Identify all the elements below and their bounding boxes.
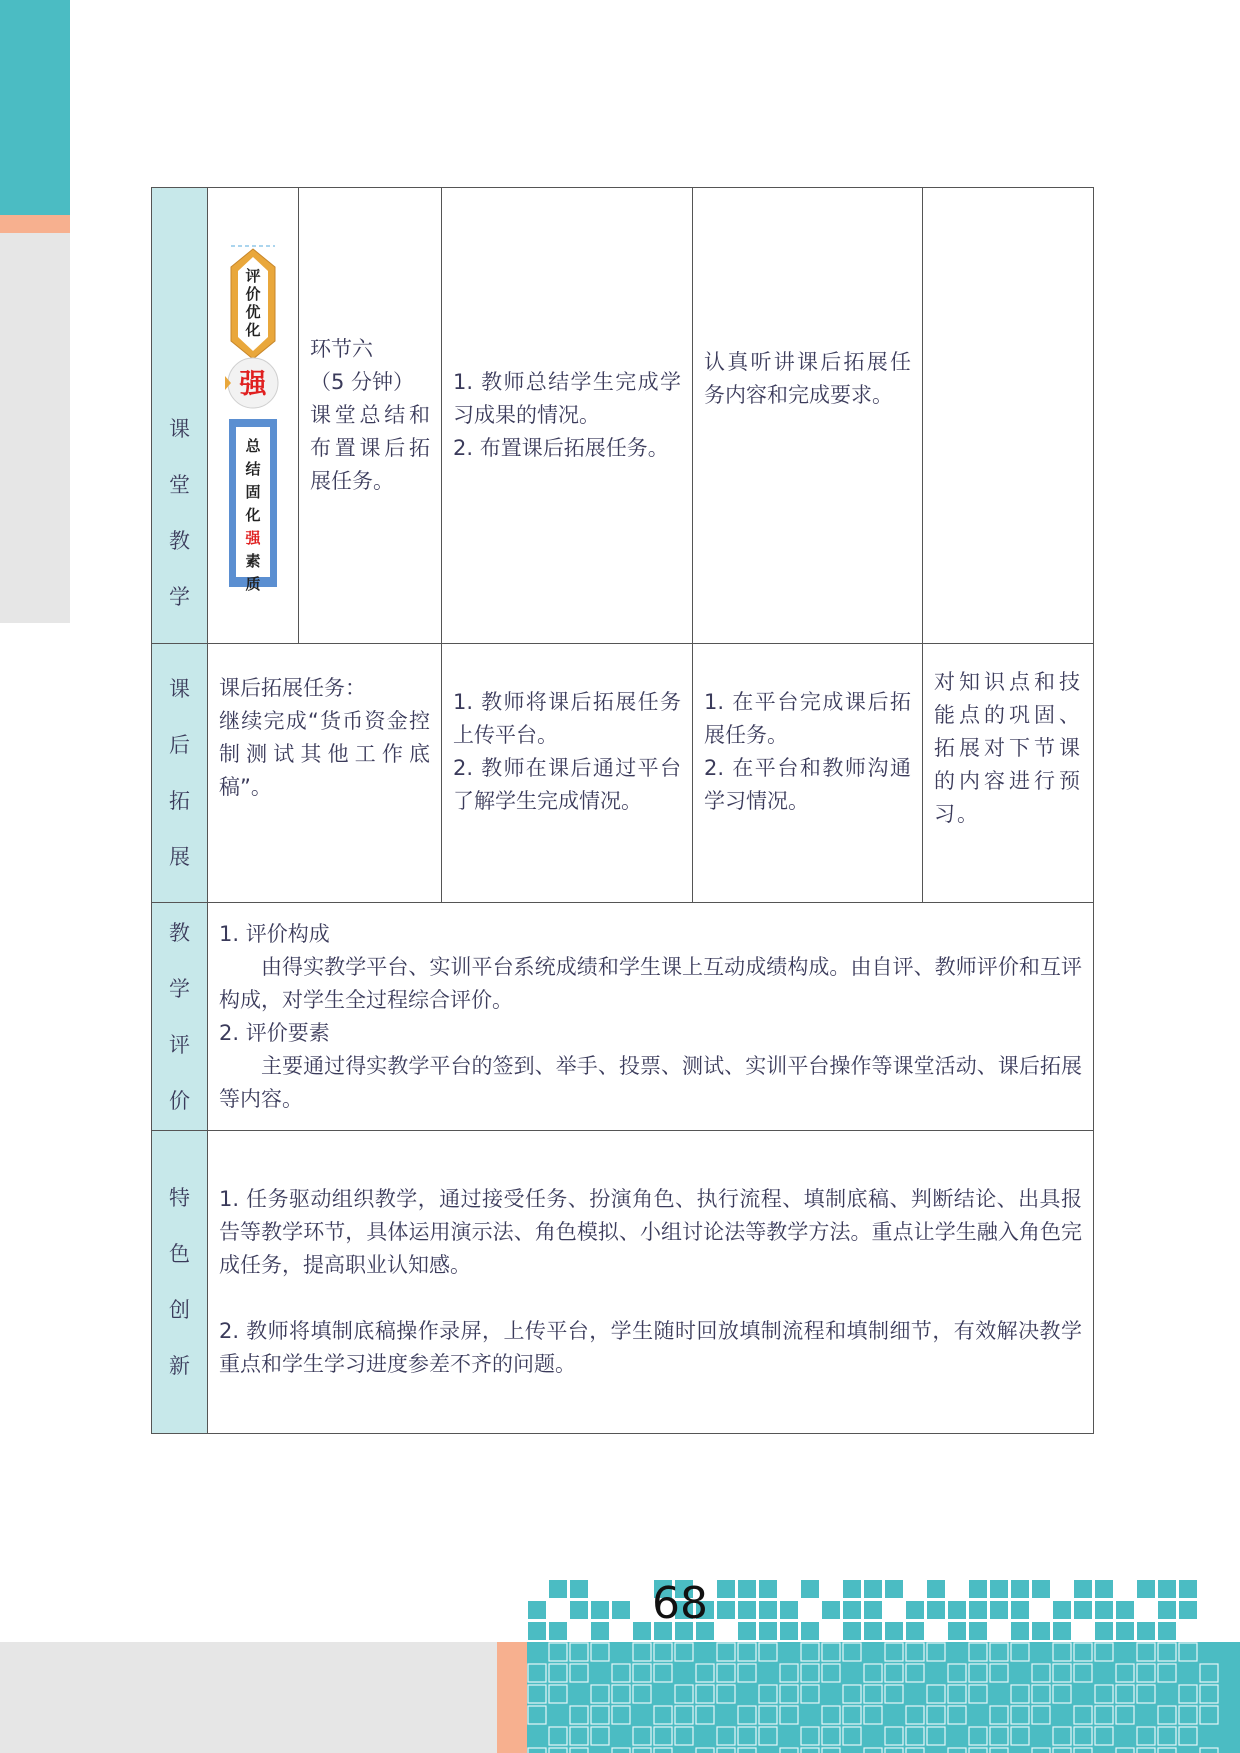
badge-bottom-text: 总结固化强素质 bbox=[245, 436, 261, 591]
pixel-outline bbox=[738, 1748, 756, 1753]
pixel-outline bbox=[633, 1727, 651, 1745]
pixel-outline bbox=[990, 1643, 1008, 1661]
pixel-square bbox=[864, 1622, 882, 1640]
pixel-outline bbox=[1179, 1706, 1197, 1724]
pixel-outline bbox=[717, 1727, 735, 1745]
pixel-outline bbox=[864, 1748, 882, 1753]
row-classroom bbox=[152, 188, 1094, 644]
pixel-outline bbox=[759, 1727, 777, 1745]
pixel-outline bbox=[1137, 1748, 1155, 1753]
label-char: 堂 bbox=[169, 473, 190, 497]
badge-cell bbox=[208, 188, 299, 644]
label-char: 后 bbox=[169, 733, 190, 757]
label-char: 学 bbox=[169, 585, 190, 609]
label-char: 价 bbox=[169, 1088, 190, 1113]
pixel-outline bbox=[696, 1685, 714, 1703]
pixel-outline bbox=[654, 1664, 672, 1682]
pixel-outline bbox=[612, 1685, 630, 1703]
pixel-outline bbox=[759, 1685, 777, 1703]
pixel-square bbox=[759, 1622, 777, 1640]
pixel-outline bbox=[549, 1643, 567, 1661]
badge-circle-text: 强 bbox=[239, 368, 267, 400]
pixel-outline bbox=[612, 1706, 630, 1724]
pixel-outline bbox=[1116, 1685, 1134, 1703]
pixel-outline bbox=[696, 1664, 714, 1682]
label-evaluation bbox=[152, 903, 208, 1131]
pixel-outline bbox=[1179, 1685, 1197, 1703]
pixel-square bbox=[885, 1622, 903, 1640]
pixel-outline bbox=[1011, 1643, 1029, 1661]
pixel-outline bbox=[654, 1748, 672, 1753]
pixel-outline bbox=[612, 1748, 630, 1753]
label-classroom bbox=[152, 188, 208, 644]
pixel-square bbox=[1179, 1601, 1197, 1619]
pixel-outline bbox=[780, 1685, 798, 1703]
pixel-outline bbox=[1158, 1748, 1176, 1753]
pixel-outline bbox=[1137, 1664, 1155, 1682]
pixel-outline bbox=[822, 1748, 840, 1753]
pixel-outline bbox=[1158, 1643, 1176, 1661]
label-char: 课 bbox=[169, 417, 190, 441]
row-evaluation bbox=[152, 903, 1094, 1131]
pixel-outline bbox=[549, 1727, 567, 1745]
pixel-square bbox=[591, 1622, 609, 1640]
teacher-item: 1. 教师总结学生完成学习成果的情况。 bbox=[453, 370, 681, 427]
pixel-outline bbox=[675, 1706, 693, 1724]
pixel-outline bbox=[885, 1643, 903, 1661]
pixel-square bbox=[948, 1601, 966, 1619]
pixel-outline bbox=[927, 1706, 945, 1724]
label-char: 课 bbox=[169, 677, 190, 701]
pixel-outline bbox=[927, 1727, 945, 1745]
pixel-square bbox=[969, 1580, 987, 1598]
pixel-outline bbox=[549, 1685, 567, 1703]
label-chars bbox=[152, 905, 207, 1129]
label-char: 评 bbox=[169, 1032, 190, 1057]
pixel-outline bbox=[759, 1706, 777, 1724]
pixel-outline bbox=[885, 1748, 903, 1753]
pixel-outline bbox=[1116, 1706, 1134, 1724]
pixel-outline bbox=[1158, 1664, 1176, 1682]
pixel-outline bbox=[990, 1748, 1008, 1753]
pixel-outline bbox=[822, 1664, 840, 1682]
pixel-square bbox=[801, 1622, 819, 1640]
pixel-outline bbox=[654, 1727, 672, 1745]
pixel-square bbox=[1053, 1622, 1071, 1640]
cell-innovation bbox=[208, 1131, 1094, 1434]
pixel-outline bbox=[738, 1706, 756, 1724]
pixel-outline bbox=[738, 1664, 756, 1682]
pixel-outline bbox=[570, 1706, 588, 1724]
pixel-outline bbox=[969, 1643, 987, 1661]
cell-after-class-design bbox=[923, 644, 1094, 903]
pixel-square bbox=[1116, 1622, 1134, 1640]
pixel-outline bbox=[906, 1643, 924, 1661]
pixel-outline bbox=[1032, 1748, 1050, 1753]
page-number: 68 bbox=[652, 1578, 708, 1629]
teacher-item: 1. 教师将课后拓展任务上传平台。 bbox=[453, 690, 681, 747]
pixel-outline bbox=[717, 1643, 735, 1661]
side-gray-bar bbox=[0, 233, 70, 623]
pixel-outline bbox=[1137, 1685, 1155, 1703]
pixel-outline bbox=[1032, 1685, 1050, 1703]
pixel-square bbox=[990, 1580, 1008, 1598]
cell-evaluation bbox=[208, 903, 1094, 1131]
pixel-square bbox=[591, 1601, 609, 1619]
pixel-outline bbox=[570, 1748, 588, 1753]
pixel-outline bbox=[1200, 1706, 1218, 1724]
label-char: 学 bbox=[169, 976, 190, 1001]
student-item: 认真听讲课后拓展任务内容和完成要求。 bbox=[704, 349, 911, 407]
pixel-square bbox=[1011, 1580, 1029, 1598]
pixel-outline bbox=[1158, 1727, 1176, 1745]
pixel-outline bbox=[633, 1664, 651, 1682]
pixel-square bbox=[1158, 1622, 1176, 1640]
pixel-square bbox=[801, 1580, 819, 1598]
pixel-square bbox=[843, 1580, 861, 1598]
pixel-outline bbox=[1095, 1727, 1113, 1745]
pixel-outline bbox=[1074, 1643, 1092, 1661]
cell-design-intent bbox=[923, 188, 1094, 644]
pixel-outline bbox=[591, 1706, 609, 1724]
pixel-outline bbox=[843, 1643, 861, 1661]
pixel-square bbox=[780, 1601, 798, 1619]
pixel-square bbox=[738, 1601, 756, 1619]
pixel-outline bbox=[843, 1727, 861, 1745]
pixel-square bbox=[969, 1622, 987, 1640]
pixel-outline bbox=[990, 1706, 1008, 1724]
pixel-outline bbox=[1074, 1664, 1092, 1682]
pixel-outline bbox=[654, 1643, 672, 1661]
pixel-pattern-decoration bbox=[527, 1580, 1240, 1753]
cell-after-class-student bbox=[693, 644, 923, 903]
label-char: 拓 bbox=[169, 789, 190, 813]
pixel-outline bbox=[822, 1727, 840, 1745]
pixel-square bbox=[738, 1622, 756, 1640]
pixel-outline bbox=[1011, 1727, 1029, 1745]
pixel-outline bbox=[780, 1664, 798, 1682]
pixel-outline bbox=[948, 1685, 966, 1703]
pixel-outline bbox=[1053, 1748, 1071, 1753]
pixel-outline bbox=[738, 1643, 756, 1661]
pixel-square bbox=[528, 1601, 546, 1619]
pixel-outline bbox=[990, 1664, 1008, 1682]
evaluation-paragraph: 由得实教学平台、实训平台系统成绩和学生课上互动成绩构成。由自评、教师评价和互评构成，对学生全过程综合评价。 bbox=[219, 954, 1082, 1012]
pixel-outline bbox=[885, 1685, 903, 1703]
pixel-square bbox=[864, 1580, 882, 1598]
label-char: 教 bbox=[169, 920, 190, 945]
pixel-outline bbox=[633, 1643, 651, 1661]
pixel-outline bbox=[843, 1706, 861, 1724]
pixel-square bbox=[1074, 1601, 1092, 1619]
pixel-square bbox=[1116, 1601, 1134, 1619]
pixel-square bbox=[1095, 1580, 1113, 1598]
pixel-square bbox=[612, 1601, 630, 1619]
pixel-outline bbox=[1116, 1748, 1134, 1753]
step-duration: （5 分钟） bbox=[310, 370, 415, 394]
pixel-outline bbox=[1095, 1643, 1113, 1661]
pixel-outline bbox=[1053, 1685, 1071, 1703]
pixel-outline bbox=[864, 1706, 882, 1724]
pixel-square bbox=[1137, 1622, 1155, 1640]
pixel-outline bbox=[969, 1727, 987, 1745]
after-class-heading: 课后拓展任务： bbox=[219, 676, 366, 700]
pixel-square bbox=[549, 1580, 567, 1598]
cell-step bbox=[299, 188, 442, 644]
side-teal-bar bbox=[0, 0, 70, 215]
pixel-square bbox=[1095, 1622, 1113, 1640]
pixel-square bbox=[1011, 1622, 1029, 1640]
pixel-outline bbox=[1179, 1643, 1197, 1661]
pixel-outline bbox=[1011, 1685, 1029, 1703]
label-char: 特 bbox=[169, 1186, 190, 1210]
pixel-outline bbox=[906, 1748, 924, 1753]
pixel-outline bbox=[1179, 1727, 1197, 1745]
pixel-outline bbox=[906, 1706, 924, 1724]
pixel-outline bbox=[801, 1748, 819, 1753]
pixel-square bbox=[969, 1601, 987, 1619]
pixel-outline bbox=[1074, 1727, 1092, 1745]
pixel-square bbox=[843, 1622, 861, 1640]
pixel-outline bbox=[1032, 1706, 1050, 1724]
pixel-outline bbox=[1053, 1643, 1071, 1661]
evaluation-heading: 2. 评价要素 bbox=[219, 1020, 330, 1045]
pixel-outline bbox=[1053, 1727, 1071, 1745]
pixel-outline bbox=[948, 1706, 966, 1724]
pixel-outline bbox=[528, 1664, 546, 1682]
label-chars bbox=[152, 661, 207, 885]
pixel-outline bbox=[885, 1664, 903, 1682]
pixel-outline bbox=[843, 1685, 861, 1703]
pixel-square bbox=[885, 1580, 903, 1598]
pixel-square bbox=[990, 1601, 1008, 1619]
pixel-outline bbox=[969, 1664, 987, 1682]
pixel-square bbox=[927, 1601, 945, 1619]
pixel-outline bbox=[885, 1727, 903, 1745]
pixel-outline bbox=[696, 1706, 714, 1724]
pixel-square bbox=[906, 1622, 924, 1640]
pixel-outline bbox=[948, 1748, 966, 1753]
pixel-outline bbox=[675, 1685, 693, 1703]
pixel-square bbox=[1032, 1580, 1050, 1598]
cell-student-activity bbox=[693, 188, 923, 644]
pixel-square bbox=[759, 1580, 777, 1598]
pixel-outline bbox=[780, 1748, 798, 1753]
evaluation-badge-icon bbox=[225, 241, 281, 591]
pixel-outline bbox=[1200, 1748, 1218, 1753]
pixel-square bbox=[843, 1601, 861, 1619]
pixel-square bbox=[528, 1622, 546, 1640]
pixel-outline bbox=[822, 1643, 840, 1661]
pixel-outline bbox=[1200, 1664, 1218, 1682]
cell-teacher-activity bbox=[442, 188, 693, 644]
student-item: 1. 在平台完成课后拓展任务。 bbox=[704, 690, 911, 747]
pixel-outline bbox=[675, 1643, 693, 1661]
pixel-square bbox=[927, 1580, 945, 1598]
label-char: 教 bbox=[169, 529, 190, 553]
label-char: 展 bbox=[169, 845, 190, 869]
side-orange-bar bbox=[0, 215, 70, 233]
pixel-square bbox=[906, 1601, 924, 1619]
pixel-outline bbox=[948, 1664, 966, 1682]
pixel-square bbox=[864, 1601, 882, 1619]
row-after-class bbox=[152, 644, 1094, 903]
teacher-item: 2. 布置课后拓展任务。 bbox=[453, 436, 669, 460]
pixel-square bbox=[1032, 1622, 1050, 1640]
innovation-paragraph: 2. 教师将填制底稿操作录屏，上传平台，学生随时回放填制流程和填制细节，有效解决教学重点和学生学习进度参差不齐的问题。 bbox=[219, 1319, 1082, 1376]
step-desc: 课堂总结和布置课后拓展任务。 bbox=[310, 403, 430, 493]
pixel-outline bbox=[738, 1727, 756, 1745]
pixel-outline bbox=[1137, 1643, 1155, 1661]
cell-after-class-teacher bbox=[442, 644, 693, 903]
pixel-outline bbox=[675, 1727, 693, 1745]
pixel-square bbox=[1011, 1601, 1029, 1619]
pixel-outline bbox=[864, 1664, 882, 1682]
pixel-outline bbox=[927, 1643, 945, 1661]
label-after-class bbox=[152, 644, 208, 903]
pixel-outline bbox=[801, 1664, 819, 1682]
pixel-outline bbox=[801, 1727, 819, 1745]
teacher-item: 2. 教师在课后通过平台了解学生完成情况。 bbox=[453, 756, 681, 813]
pixel-square bbox=[1095, 1601, 1113, 1619]
lesson-plan-table bbox=[151, 187, 1094, 1434]
label-char: 新 bbox=[169, 1354, 190, 1378]
bottom-orange-band bbox=[497, 1642, 527, 1753]
pixel-square bbox=[738, 1580, 756, 1598]
pixel-outline bbox=[1074, 1748, 1092, 1753]
evaluation-paragraph: 主要通过得实教学平台的签到、举手、投票、测试、实训平台操作等课堂活动、课后拓展等内容。 bbox=[219, 1053, 1082, 1111]
pixel-outline bbox=[906, 1664, 924, 1682]
pixel-square bbox=[948, 1622, 966, 1640]
row-innovation bbox=[152, 1131, 1094, 1434]
pixel-outline bbox=[1074, 1706, 1092, 1724]
pixel-outline bbox=[801, 1685, 819, 1703]
pixel-outline bbox=[528, 1685, 546, 1703]
innovation-paragraph: 1. 任务驱动组织教学，通过接受任务、扮演角色、执行流程、填制底稿、判断结论、出具报告等教学环节，具体运用演示法、角色模拟、小组讨论法等教学方法。重点让学生融入角色完成任务，提高职业认知感。 bbox=[219, 1187, 1082, 1277]
pixel-outline bbox=[780, 1706, 798, 1724]
after-class-task: 继续完成“货币资金控制测试其他工作底稿”。 bbox=[219, 709, 430, 799]
pixel-square bbox=[780, 1622, 798, 1640]
pixel-outline bbox=[528, 1706, 546, 1724]
pixel-outline bbox=[570, 1664, 588, 1682]
pixel-outline bbox=[717, 1748, 735, 1753]
pixel-square bbox=[1053, 1601, 1071, 1619]
pixel-square bbox=[570, 1601, 588, 1619]
student-item: 2. 在平台和教师沟通学习情况。 bbox=[704, 756, 911, 813]
pixel-square bbox=[759, 1601, 777, 1619]
label-innovation bbox=[152, 1131, 208, 1434]
pixel-square bbox=[1179, 1580, 1197, 1598]
design-text: 对知识点和技能点的巩固、拓展对下节课的内容进行预习。 bbox=[934, 670, 1082, 826]
pixel-outline bbox=[1116, 1664, 1134, 1682]
pixel-outline bbox=[633, 1748, 651, 1753]
pixel-outline bbox=[528, 1748, 546, 1753]
pixel-outline bbox=[570, 1643, 588, 1661]
label-chars bbox=[152, 401, 207, 625]
pixel-outline bbox=[1158, 1706, 1176, 1724]
evaluation-heading: 1. 评价构成 bbox=[219, 921, 330, 946]
pixel-outline bbox=[822, 1706, 840, 1724]
label-char: 创 bbox=[169, 1298, 190, 1322]
pixel-outline bbox=[1011, 1706, 1029, 1724]
pixel-outline bbox=[633, 1685, 651, 1703]
bottom-gray-band bbox=[0, 1642, 497, 1753]
pixel-outline bbox=[591, 1643, 609, 1661]
cell-after-class-content bbox=[208, 644, 442, 903]
pixel-square bbox=[1158, 1580, 1176, 1598]
badge-top-text: 评价优化 bbox=[245, 266, 261, 339]
pixel-outline bbox=[612, 1664, 630, 1682]
pixel-outline bbox=[591, 1727, 609, 1745]
pixel-outline bbox=[969, 1685, 987, 1703]
pixel-outline bbox=[864, 1685, 882, 1703]
pixel-outline bbox=[549, 1748, 567, 1753]
pixel-outline bbox=[1200, 1685, 1218, 1703]
pixel-outline bbox=[654, 1706, 672, 1724]
pixel-outline bbox=[990, 1727, 1008, 1745]
pixel-square bbox=[549, 1622, 567, 1640]
label-chars bbox=[152, 1170, 207, 1394]
pixel-outline bbox=[927, 1685, 945, 1703]
pixel-outline bbox=[969, 1748, 987, 1753]
pixel-outline bbox=[1095, 1706, 1113, 1724]
pixel-square bbox=[1137, 1580, 1155, 1598]
pixel-outline bbox=[1095, 1685, 1113, 1703]
label-char: 色 bbox=[169, 1242, 190, 1266]
step-title: 环节六 bbox=[310, 337, 373, 361]
pixel-square bbox=[570, 1580, 588, 1598]
pixel-square bbox=[822, 1601, 840, 1619]
pixel-outline bbox=[717, 1664, 735, 1682]
pixel-outline bbox=[696, 1748, 714, 1753]
pixel-outline bbox=[570, 1727, 588, 1745]
pixel-outline bbox=[717, 1685, 735, 1703]
pixel-outline bbox=[549, 1664, 567, 1682]
pixel-outline bbox=[1053, 1664, 1071, 1682]
pixel-square bbox=[1074, 1580, 1092, 1598]
pixel-outline bbox=[1032, 1664, 1050, 1682]
pixel-outline bbox=[759, 1643, 777, 1661]
pixel-outline bbox=[1137, 1727, 1155, 1745]
pixel-square bbox=[1158, 1601, 1176, 1619]
pixel-outline bbox=[801, 1643, 819, 1661]
pixel-outline bbox=[591, 1685, 609, 1703]
pixel-outline bbox=[906, 1727, 924, 1745]
